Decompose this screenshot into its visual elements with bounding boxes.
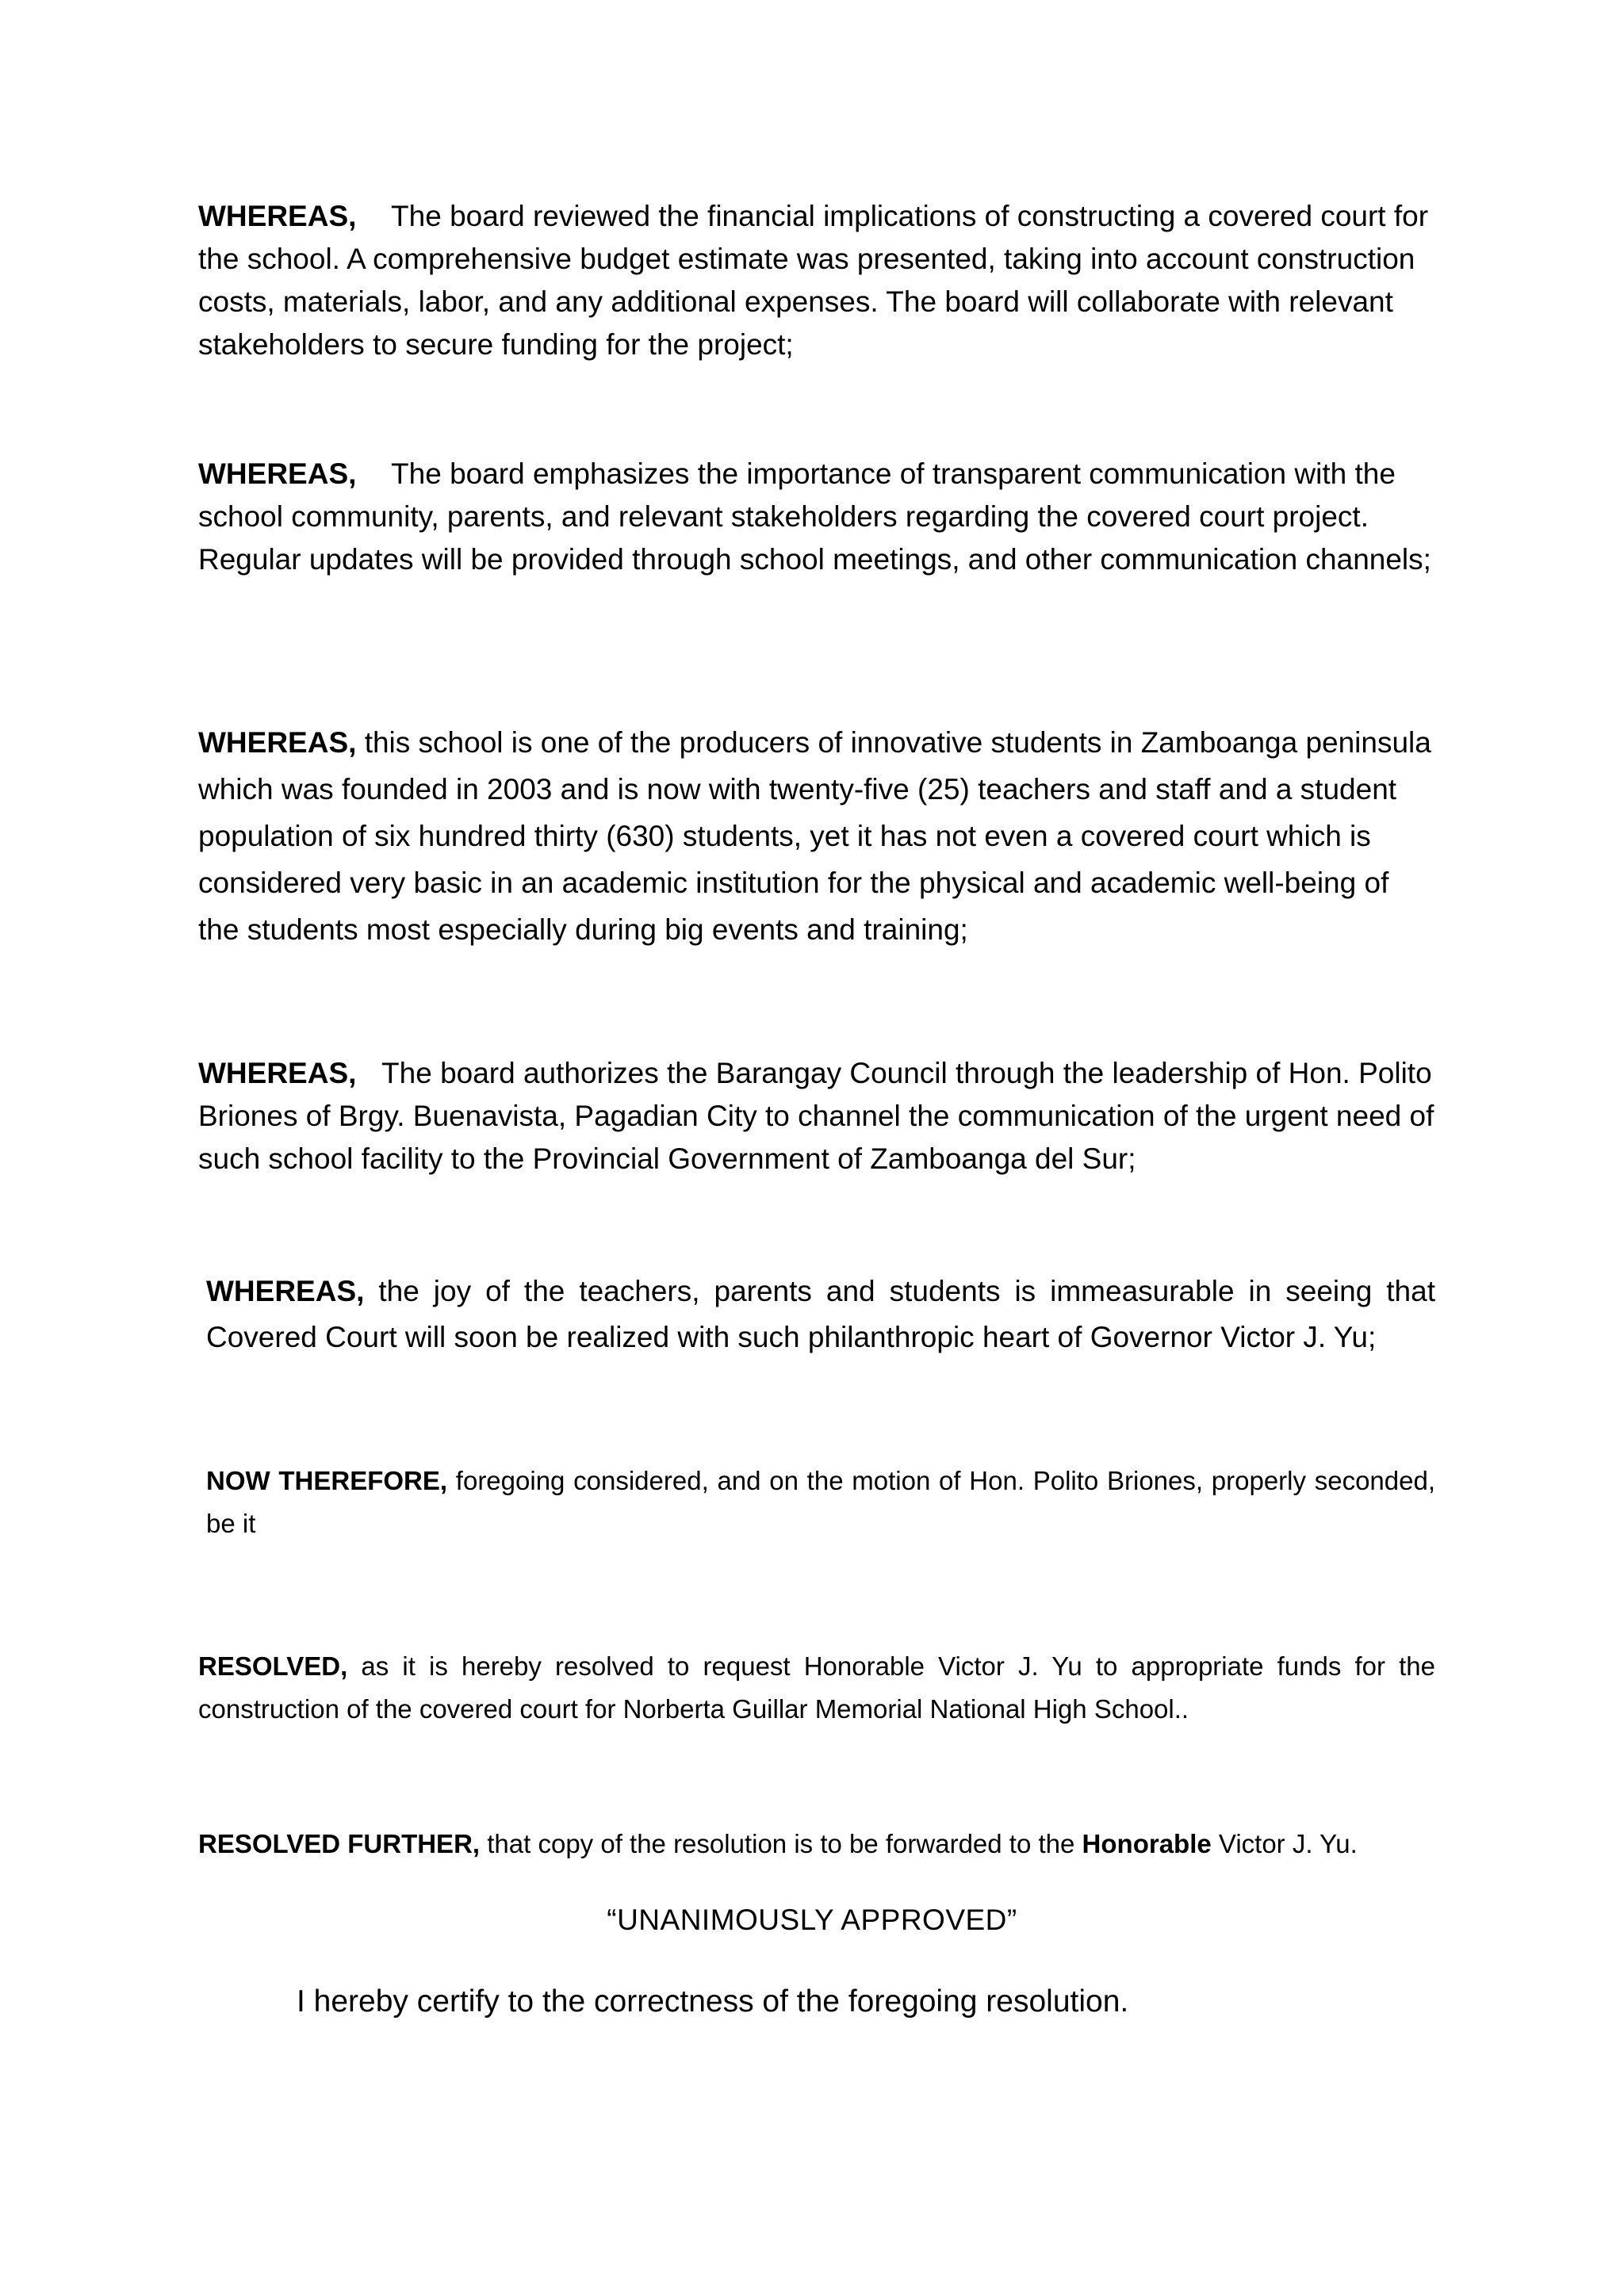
- paragraph-text-end: Victor J. Yu.: [1218, 1829, 1358, 1858]
- honorable-bold: Honorable: [1082, 1829, 1212, 1858]
- whereas-keyword: WHEREAS,: [198, 200, 357, 232]
- certification-statement: I hereby certify to the correctness of the foregoing resolution.: [297, 1984, 1129, 2019]
- whereas-keyword: WHEREAS,: [198, 457, 357, 490]
- whereas-paragraph-school-profile: [198, 719, 1435, 953]
- whereas-paragraph-budget: [198, 195, 1435, 366]
- resolved-paragraph: [198, 1645, 1435, 1731]
- paragraph-text: this school is one of the producers of innovative students in Zamboanga peninsula which was founded in 2003 and is now with twenty-five (25) teachers and staff and a student population of six hundred thirty (630) students, yet it has not even a covered court which is considered very basic in an academic institution for the physical and academic well-being of the students most especially during big events and training;: [198, 726, 1431, 946]
- resolved-further-paragraph: [198, 1823, 1435, 1866]
- whereas-paragraph-barangay-council: [198, 1052, 1435, 1181]
- unanimously-approved: “UNANIMOUSLY APPROVED”: [607, 1904, 1017, 1936]
- paragraph-text: as it is hereby resolved to request Honorable Victor J. Yu to appropriate funds for the construction of the covered court for Norberta Guillar Memorial National High School..: [198, 1651, 1435, 1724]
- now-therefore-keyword: NOW THEREFORE,: [206, 1466, 448, 1495]
- whereas-keyword: WHEREAS,: [198, 1057, 357, 1089]
- whereas-paragraph-joy: [198, 1269, 1435, 1360]
- paragraph-text: The board emphasizes the importance of transparent communication with the school community, parents, and relevant stakeholders regarding the covered court project. Regular updates will be provided through school meetings, and other communication channels;: [198, 457, 1431, 576]
- whereas-paragraph-communication: [198, 453, 1435, 581]
- resolved-keyword: RESOLVED,: [198, 1651, 348, 1681]
- resolved-further-keyword: RESOLVED FURTHER,: [198, 1829, 481, 1858]
- paragraph-text: foregoing considered, and on the motion of Hon. Polito Briones, properly seconded, be it: [206, 1466, 1436, 1538]
- paragraph-text: The board reviewed the financial implications of constructing a covered court for the school. A comprehensive budget estimate was presented, taking into account construction costs, materials, labor, and any additional expenses. The board will collaborate with relevant stakeholders to secure funding for the project;: [198, 200, 1429, 361]
- whereas-keyword: WHEREAS,: [198, 726, 357, 759]
- paragraph-text: that copy of the resolution is to be forwarded to the: [487, 1829, 1075, 1858]
- paragraph-text: the joy of the teachers, parents and students is immeasurable in seeing that Covered Court will soon be realized with such philanthropic heart of Governor Victor J. Yu;: [206, 1275, 1435, 1353]
- now-therefore-paragraph: [198, 1460, 1435, 1545]
- paragraph-text: The board authorizes the Barangay Council through the leadership of Hon. Polito Briones of Brgy. Buenavista, Pagadian City to channel the communication of the urgent need of such school facility to the Provincial Government of Zamboanga del Sur;: [198, 1057, 1434, 1175]
- whereas-keyword: WHEREAS,: [206, 1275, 365, 1307]
